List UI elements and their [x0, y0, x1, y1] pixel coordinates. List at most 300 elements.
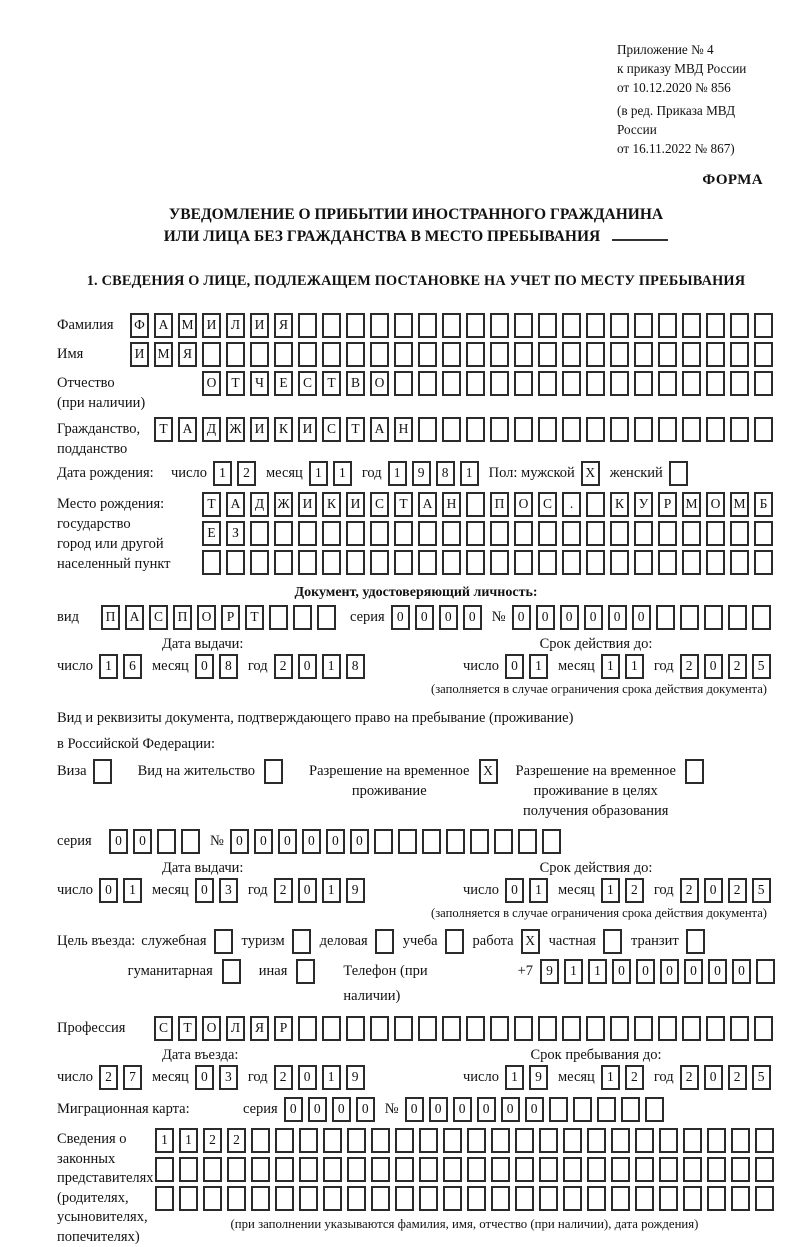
char-cell[interactable]: 1 [529, 654, 548, 679]
char-cell[interactable]: И [202, 313, 221, 338]
char-cell[interactable] [395, 1186, 414, 1211]
char-cell[interactable] [443, 1157, 462, 1182]
char-cell[interactable]: 0 [732, 959, 751, 984]
char-cell[interactable]: И [346, 492, 365, 517]
char-cell[interactable] [323, 1128, 342, 1153]
char-cell[interactable]: 0 [99, 878, 118, 903]
migration-number-cells[interactable] [405, 1097, 664, 1122]
char-cell[interactable]: 0 [708, 959, 727, 984]
char-cell[interactable] [466, 313, 485, 338]
char-cell[interactable]: 1 [588, 959, 607, 984]
char-cell[interactable]: П [173, 605, 192, 630]
char-cell[interactable] [706, 371, 725, 396]
char-cell[interactable]: Т [154, 417, 173, 442]
char-cell[interactable] [322, 550, 341, 575]
permit-series-cells[interactable] [109, 829, 200, 854]
char-cell[interactable] [491, 1128, 510, 1153]
char-cell[interactable]: М [730, 492, 749, 517]
char-cell[interactable]: 0 [684, 959, 703, 984]
purpose-checkbox[interactable] [521, 929, 540, 954]
char-cell[interactable] [682, 313, 701, 338]
char-cell[interactable]: 0 [326, 829, 345, 854]
char-cell[interactable]: М [178, 313, 197, 338]
edu-residence-checkbox[interactable] [685, 759, 704, 784]
char-cell[interactable] [299, 1186, 318, 1211]
char-cell[interactable]: 0 [350, 829, 369, 854]
char-cell[interactable]: А [125, 605, 144, 630]
char-cell[interactable] [610, 371, 629, 396]
char-cell[interactable]: 9 [412, 461, 431, 486]
permit-number-cells[interactable] [230, 829, 561, 854]
char-cell[interactable]: 8 [346, 654, 365, 679]
char-cell[interactable]: О [197, 605, 216, 630]
char-cell[interactable] [443, 1128, 462, 1153]
char-cell[interactable] [658, 521, 677, 546]
char-cell[interactable]: 0 [704, 878, 723, 903]
iddoc-number-cells[interactable] [512, 605, 771, 630]
char-cell[interactable] [634, 313, 653, 338]
char-cell[interactable]: И [250, 417, 269, 442]
char-cell[interactable] [398, 829, 417, 854]
char-cell[interactable]: 0 [405, 1097, 424, 1122]
char-cell[interactable] [202, 342, 221, 367]
char-cell[interactable]: X [581, 461, 600, 486]
char-cell[interactable]: Т [202, 492, 221, 517]
char-cell[interactable]: П [101, 605, 120, 630]
char-cell[interactable] [611, 1157, 630, 1182]
char-cell[interactable] [563, 1157, 582, 1182]
entry-until-year[interactable] [680, 1065, 771, 1090]
char-cell[interactable]: 0 [632, 605, 651, 630]
char-cell[interactable] [442, 313, 461, 338]
char-cell[interactable] [442, 371, 461, 396]
char-cell[interactable]: Ч [250, 371, 269, 396]
char-cell[interactable] [275, 1157, 294, 1182]
char-cell[interactable]: 2 [274, 878, 293, 903]
char-cell[interactable] [467, 1157, 486, 1182]
char-cell[interactable] [251, 1157, 270, 1182]
char-cell[interactable] [322, 521, 341, 546]
permit-issue-year[interactable] [274, 878, 365, 903]
char-cell[interactable] [346, 342, 365, 367]
char-cell[interactable] [658, 313, 677, 338]
char-cell[interactable] [514, 550, 533, 575]
char-cell[interactable]: 0 [308, 1097, 327, 1122]
char-cell[interactable] [755, 1157, 774, 1182]
char-cell[interactable] [394, 550, 413, 575]
char-cell[interactable]: К [610, 492, 629, 517]
char-cell[interactable]: X [521, 929, 540, 954]
char-cell[interactable]: Т [394, 492, 413, 517]
char-cell[interactable] [603, 929, 622, 954]
char-cell[interactable]: 1 [333, 461, 352, 486]
char-cell[interactable] [418, 371, 437, 396]
char-cell[interactable] [374, 829, 393, 854]
char-cell[interactable]: 0 [391, 605, 410, 630]
char-cell[interactable] [227, 1157, 246, 1182]
char-cell[interactable] [275, 1128, 294, 1153]
birth-year-cells[interactable] [388, 461, 479, 486]
char-cell[interactable]: 1 [460, 461, 479, 486]
char-cell[interactable] [538, 313, 557, 338]
char-cell[interactable] [222, 959, 241, 984]
char-cell[interactable] [549, 1097, 568, 1122]
char-cell[interactable] [634, 521, 653, 546]
char-cell[interactable] [656, 605, 675, 630]
char-cell[interactable] [298, 1016, 317, 1041]
entry-until-day[interactable] [505, 1065, 548, 1090]
char-cell[interactable]: 0 [512, 605, 531, 630]
temp-residence-checkbox[interactable] [479, 759, 498, 784]
char-cell[interactable]: 0 [302, 829, 321, 854]
char-cell[interactable] [514, 1016, 533, 1041]
char-cell[interactable]: У [634, 492, 653, 517]
char-cell[interactable]: С [370, 492, 389, 517]
char-cell[interactable] [573, 1097, 592, 1122]
char-cell[interactable] [538, 521, 557, 546]
char-cell[interactable]: Е [274, 371, 293, 396]
char-cell[interactable]: О [706, 492, 725, 517]
char-cell[interactable] [293, 605, 312, 630]
char-cell[interactable]: 0 [636, 959, 655, 984]
char-cell[interactable]: С [298, 371, 317, 396]
char-cell[interactable]: Т [245, 605, 264, 630]
char-cell[interactable]: Я [178, 342, 197, 367]
char-cell[interactable] [490, 417, 509, 442]
char-cell[interactable] [610, 521, 629, 546]
char-cell[interactable] [298, 521, 317, 546]
char-cell[interactable] [322, 342, 341, 367]
char-cell[interactable]: 1 [388, 461, 407, 486]
char-cell[interactable] [418, 1016, 437, 1041]
char-cell[interactable] [418, 313, 437, 338]
birthplace-cells-row2[interactable] [202, 521, 773, 546]
char-cell[interactable]: 9 [346, 1065, 365, 1090]
char-cell[interactable] [202, 550, 221, 575]
iddoc-issue-year[interactable] [274, 654, 365, 679]
char-cell[interactable] [587, 1128, 606, 1153]
char-cell[interactable] [645, 1097, 664, 1122]
char-cell[interactable] [181, 829, 200, 854]
char-cell[interactable]: А [370, 417, 389, 442]
iddoc-issue-month[interactable] [195, 654, 238, 679]
char-cell[interactable]: 9 [540, 959, 559, 984]
char-cell[interactable] [292, 929, 311, 954]
char-cell[interactable] [754, 521, 773, 546]
char-cell[interactable] [586, 342, 605, 367]
char-cell[interactable] [730, 417, 749, 442]
char-cell[interactable]: 1 [99, 654, 118, 679]
char-cell[interactable] [250, 342, 269, 367]
char-cell[interactable] [658, 417, 677, 442]
char-cell[interactable] [226, 550, 245, 575]
char-cell[interactable] [299, 1157, 318, 1182]
char-cell[interactable] [754, 1016, 773, 1041]
birthplace-cells-row3[interactable] [202, 550, 773, 575]
char-cell[interactable] [731, 1128, 750, 1153]
char-cell[interactable] [395, 1157, 414, 1182]
char-cell[interactable] [370, 521, 389, 546]
char-cell[interactable]: 2 [728, 1065, 747, 1090]
representatives-cells-row2[interactable] [155, 1157, 774, 1182]
char-cell[interactable]: Ж [274, 492, 293, 517]
char-cell[interactable] [754, 371, 773, 396]
char-cell[interactable] [634, 550, 653, 575]
char-cell[interactable] [514, 342, 533, 367]
char-cell[interactable] [298, 313, 317, 338]
char-cell[interactable] [418, 550, 437, 575]
char-cell[interactable]: 1 [625, 654, 644, 679]
char-cell[interactable] [466, 371, 485, 396]
char-cell[interactable] [515, 1157, 534, 1182]
char-cell[interactable]: 0 [505, 878, 524, 903]
migration-series-cells[interactable] [284, 1097, 375, 1122]
char-cell[interactable] [562, 342, 581, 367]
purpose-checkbox[interactable] [296, 959, 315, 984]
char-cell[interactable]: 1 [322, 878, 341, 903]
char-cell[interactable] [227, 1186, 246, 1211]
char-cell[interactable]: Т [346, 417, 365, 442]
char-cell[interactable] [514, 521, 533, 546]
char-cell[interactable] [203, 1186, 222, 1211]
char-cell[interactable] [611, 1186, 630, 1211]
char-cell[interactable] [682, 550, 701, 575]
char-cell[interactable] [754, 417, 773, 442]
char-cell[interactable] [686, 929, 705, 954]
char-cell[interactable] [419, 1157, 438, 1182]
char-cell[interactable] [635, 1128, 654, 1153]
char-cell[interactable] [634, 371, 653, 396]
char-cell[interactable]: 9 [529, 1065, 548, 1090]
char-cell[interactable]: . [562, 492, 581, 517]
phone-cells[interactable] [540, 959, 775, 984]
char-cell[interactable] [682, 371, 701, 396]
char-cell[interactable]: А [178, 417, 197, 442]
char-cell[interactable] [467, 1128, 486, 1153]
char-cell[interactable] [562, 550, 581, 575]
char-cell[interactable]: 0 [133, 829, 152, 854]
char-cell[interactable] [250, 521, 269, 546]
char-cell[interactable] [682, 521, 701, 546]
char-cell[interactable] [179, 1157, 198, 1182]
char-cell[interactable] [323, 1157, 342, 1182]
char-cell[interactable]: 0 [608, 605, 627, 630]
char-cell[interactable]: И [130, 342, 149, 367]
sex-male-checkbox[interactable] [581, 461, 600, 486]
char-cell[interactable]: 1 [564, 959, 583, 984]
char-cell[interactable] [756, 959, 775, 984]
char-cell[interactable] [442, 1016, 461, 1041]
char-cell[interactable] [682, 342, 701, 367]
char-cell[interactable] [704, 605, 723, 630]
char-cell[interactable]: И [250, 313, 269, 338]
purpose-checkbox[interactable] [445, 929, 464, 954]
char-cell[interactable] [443, 1186, 462, 1211]
char-cell[interactable] [274, 521, 293, 546]
char-cell[interactable] [395, 1128, 414, 1153]
char-cell[interactable] [490, 371, 509, 396]
char-cell[interactable]: 0 [501, 1097, 520, 1122]
char-cell[interactable]: В [346, 371, 365, 396]
char-cell[interactable]: С [149, 605, 168, 630]
char-cell[interactable] [658, 550, 677, 575]
char-cell[interactable]: Н [442, 492, 461, 517]
char-cell[interactable] [317, 605, 336, 630]
char-cell[interactable]: С [154, 1016, 173, 1041]
char-cell[interactable]: 1 [322, 1065, 341, 1090]
char-cell[interactable] [635, 1157, 654, 1182]
char-cell[interactable] [250, 550, 269, 575]
char-cell[interactable] [682, 417, 701, 442]
char-cell[interactable] [371, 1157, 390, 1182]
char-cell[interactable]: 0 [284, 1097, 303, 1122]
char-cell[interactable]: Ф [130, 313, 149, 338]
char-cell[interactable] [562, 417, 581, 442]
char-cell[interactable] [587, 1157, 606, 1182]
char-cell[interactable] [586, 417, 605, 442]
char-cell[interactable] [518, 829, 537, 854]
char-cell[interactable] [323, 1186, 342, 1211]
char-cell[interactable] [586, 492, 605, 517]
char-cell[interactable] [322, 313, 341, 338]
char-cell[interactable] [587, 1186, 606, 1211]
char-cell[interactable] [347, 1128, 366, 1153]
char-cell[interactable] [466, 417, 485, 442]
char-cell[interactable] [610, 550, 629, 575]
char-cell[interactable]: 1 [155, 1128, 174, 1153]
char-cell[interactable] [539, 1186, 558, 1211]
char-cell[interactable]: 0 [612, 959, 631, 984]
char-cell[interactable] [610, 1016, 629, 1041]
char-cell[interactable]: 0 [463, 605, 482, 630]
char-cell[interactable] [346, 521, 365, 546]
char-cell[interactable]: 1 [213, 461, 232, 486]
char-cell[interactable]: X [479, 759, 498, 784]
char-cell[interactable]: 1 [123, 878, 142, 903]
char-cell[interactable]: 1 [309, 461, 328, 486]
char-cell[interactable]: Е [202, 521, 221, 546]
sex-female-checkbox[interactable] [669, 461, 688, 486]
char-cell[interactable]: 0 [332, 1097, 351, 1122]
char-cell[interactable] [370, 1016, 389, 1041]
purpose-checkbox[interactable] [214, 929, 233, 954]
char-cell[interactable] [418, 342, 437, 367]
char-cell[interactable]: А [154, 313, 173, 338]
char-cell[interactable] [728, 605, 747, 630]
char-cell[interactable]: 3 [219, 878, 238, 903]
char-cell[interactable] [394, 521, 413, 546]
char-cell[interactable] [730, 521, 749, 546]
citizenship-cells[interactable] [154, 417, 773, 442]
surname-cells[interactable] [130, 313, 773, 338]
char-cell[interactable] [445, 929, 464, 954]
iddoc-series-cells[interactable] [391, 605, 482, 630]
char-cell[interactable] [418, 521, 437, 546]
char-cell[interactable]: 0 [477, 1097, 496, 1122]
char-cell[interactable] [634, 342, 653, 367]
char-cell[interactable]: 0 [298, 654, 317, 679]
char-cell[interactable]: 2 [274, 1065, 293, 1090]
char-cell[interactable]: 1 [505, 1065, 524, 1090]
char-cell[interactable] [563, 1128, 582, 1153]
patronymic-cells[interactable] [202, 371, 773, 396]
char-cell[interactable] [298, 342, 317, 367]
purpose-checkbox[interactable] [222, 959, 241, 984]
char-cell[interactable]: 5 [752, 878, 771, 903]
char-cell[interactable]: 0 [584, 605, 603, 630]
char-cell[interactable] [538, 371, 557, 396]
char-cell[interactable] [490, 313, 509, 338]
char-cell[interactable] [422, 829, 441, 854]
char-cell[interactable] [442, 342, 461, 367]
char-cell[interactable]: 0 [356, 1097, 375, 1122]
firstname-cells[interactable] [130, 342, 773, 367]
purpose-checkbox[interactable] [292, 929, 311, 954]
char-cell[interactable] [730, 1016, 749, 1041]
char-cell[interactable] [466, 550, 485, 575]
entry-date-month[interactable] [195, 1065, 238, 1090]
char-cell[interactable]: К [274, 417, 293, 442]
char-cell[interactable]: 0 [505, 654, 524, 679]
char-cell[interactable] [394, 1016, 413, 1041]
char-cell[interactable] [370, 550, 389, 575]
char-cell[interactable] [586, 313, 605, 338]
char-cell[interactable]: Л [226, 313, 245, 338]
char-cell[interactable] [706, 550, 725, 575]
char-cell[interactable] [730, 371, 749, 396]
char-cell[interactable] [634, 1016, 653, 1041]
char-cell[interactable]: Л [226, 1016, 245, 1041]
char-cell[interactable] [730, 313, 749, 338]
char-cell[interactable]: К [322, 492, 341, 517]
char-cell[interactable] [707, 1186, 726, 1211]
char-cell[interactable] [586, 1016, 605, 1041]
char-cell[interactable] [371, 1186, 390, 1211]
char-cell[interactable] [394, 313, 413, 338]
char-cell[interactable] [269, 605, 288, 630]
char-cell[interactable] [442, 417, 461, 442]
char-cell[interactable]: Я [250, 1016, 269, 1041]
char-cell[interactable] [538, 550, 557, 575]
purpose-checkbox[interactable] [375, 929, 394, 954]
char-cell[interactable]: Р [658, 492, 677, 517]
char-cell[interactable] [586, 371, 605, 396]
char-cell[interactable] [264, 759, 283, 784]
char-cell[interactable] [514, 371, 533, 396]
char-cell[interactable] [706, 342, 725, 367]
char-cell[interactable]: Т [178, 1016, 197, 1041]
char-cell[interactable] [467, 1186, 486, 1211]
char-cell[interactable] [375, 929, 394, 954]
char-cell[interactable]: О [202, 1016, 221, 1041]
char-cell[interactable]: 0 [230, 829, 249, 854]
char-cell[interactable]: 2 [680, 1065, 699, 1090]
char-cell[interactable] [370, 342, 389, 367]
char-cell[interactable] [371, 1128, 390, 1153]
char-cell[interactable] [157, 829, 176, 854]
char-cell[interactable] [731, 1157, 750, 1182]
char-cell[interactable] [706, 313, 725, 338]
char-cell[interactable] [562, 521, 581, 546]
char-cell[interactable] [538, 1016, 557, 1041]
char-cell[interactable] [419, 1186, 438, 1211]
char-cell[interactable]: 0 [660, 959, 679, 984]
char-cell[interactable] [562, 371, 581, 396]
char-cell[interactable] [298, 550, 317, 575]
char-cell[interactable] [490, 521, 509, 546]
char-cell[interactable]: 0 [254, 829, 273, 854]
char-cell[interactable] [490, 1016, 509, 1041]
